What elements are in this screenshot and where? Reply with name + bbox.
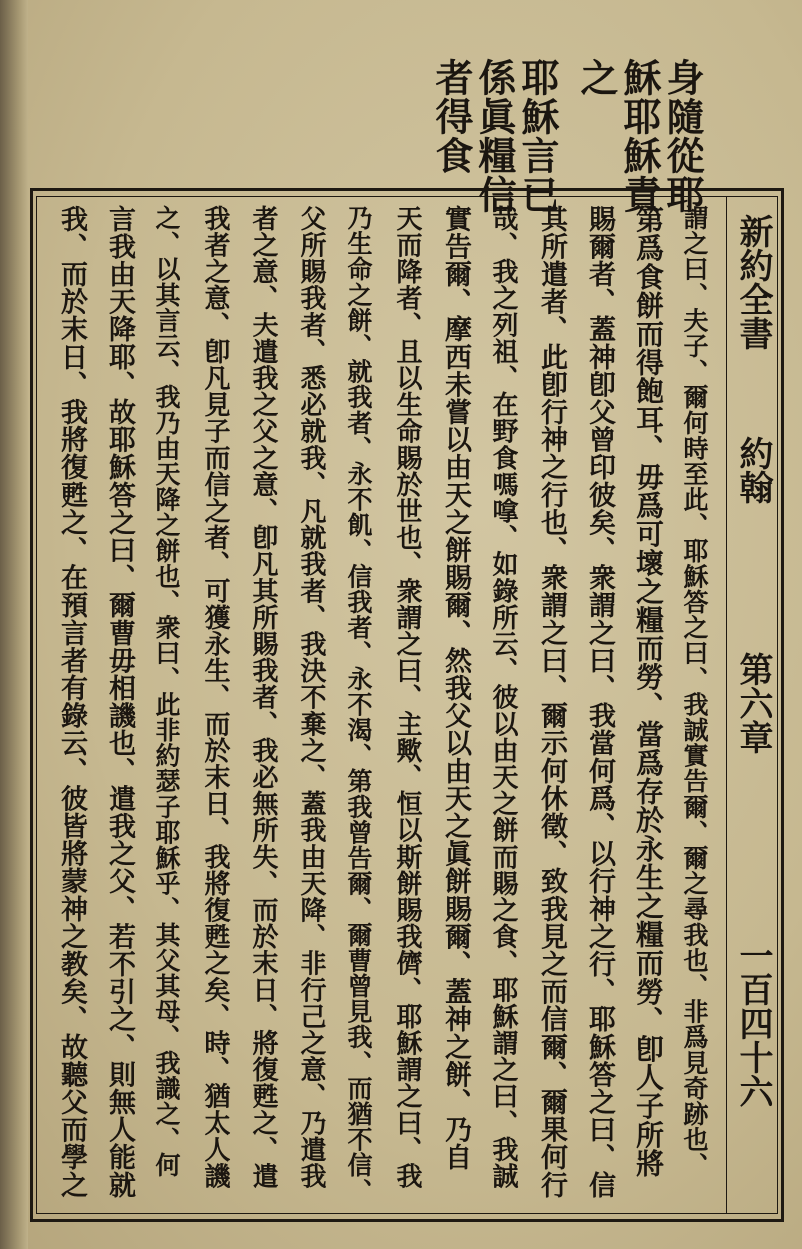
gospel-name: 約翰 xyxy=(733,436,773,504)
text-column: 謂之曰、夫子、爾何時至此、耶穌答之曰、我誠實告爾、爾之尋我也、非爲見奇跡也、 xyxy=(680,205,709,1178)
book-title: 新約全書 xyxy=(733,214,773,350)
text-column: 我者之意、卽凡見子而信之者、可獲永生、而於末日、我將復甦之矣、時、猶太人譏 xyxy=(200,205,230,1190)
show-through-text xyxy=(760,46,796,82)
top-line: 者得食 xyxy=(429,58,474,175)
text-column: 天而降者、且以生命賜於世也、衆謂之曰、主歟、恒以斯餅賜我儕、耶穌謂之曰、我 xyxy=(392,205,422,1190)
text-column: 者之意、夫遣我之父之意、卽凡其所賜我者、我必無所失、而於末日、將復甦之、遣 xyxy=(248,205,278,1190)
header-rule xyxy=(726,196,727,1214)
text-column: 實告爾、摩西未嘗以由天之餅賜爾、然我父以由天之眞餅賜爾、蓋神之餅、乃自 xyxy=(440,205,471,1171)
text-column: 賜爾者、蓋神卽父曾印彼矣、衆謂之曰、我當何爲、以行神之行、耶穌答之曰、信 xyxy=(584,205,615,1199)
text-column: 其所遣者、此卽行神之行也、衆謂之曰、爾示何休徵、致我見之而信爾、爾果何行 xyxy=(536,205,567,1199)
book-gutter xyxy=(0,0,28,1249)
text-column: 之、以其言云、我乃由天降之餅也、衆曰、此非約瑟子耶穌乎、其父其母、我識之、何 xyxy=(152,205,181,1178)
top-line: 係眞糧信 xyxy=(472,58,517,214)
page-number: 一百四十六 xyxy=(733,938,773,1108)
text-column: 乃生命之餅、就我者、永不飢、信我者、永不渴、第我曾告爾、爾曹曾見我、而猶不信、 xyxy=(344,205,373,1204)
top-line: 身隨從耶 xyxy=(660,58,705,214)
text-column: 哉、我之列祖、在野食嗎嗱、如錄所云、彼以由天之餅而賜之食、耶穌謂之曰、我誠 xyxy=(488,205,518,1190)
text-column: 我、而於末日、我將復甦之、在預言者有錄云、彼皆將蒙神之教矣、故聽父而學之 xyxy=(56,205,87,1199)
top-line: 穌耶穌責 xyxy=(617,58,662,214)
text-column: 父所賜我者、悉必就我、凡就我者、我決不棄之、蓋我由天降、非行己之意、乃遣我 xyxy=(296,205,326,1190)
top-line: 之 xyxy=(574,58,619,97)
text-column: 言我由天降耶、故耶穌答之曰、爾曹毋相譏也、遣我之父、若不引之、則無人能就 xyxy=(104,205,135,1199)
chapter-label: 第六章 xyxy=(733,652,773,754)
top-line: 耶穌言已 xyxy=(515,58,560,214)
text-column: 第爲食餅而得飽耳、毋爲可壞之糧而勞、當爲存於永生之糧而勞、卽人子所將 xyxy=(632,205,665,1178)
